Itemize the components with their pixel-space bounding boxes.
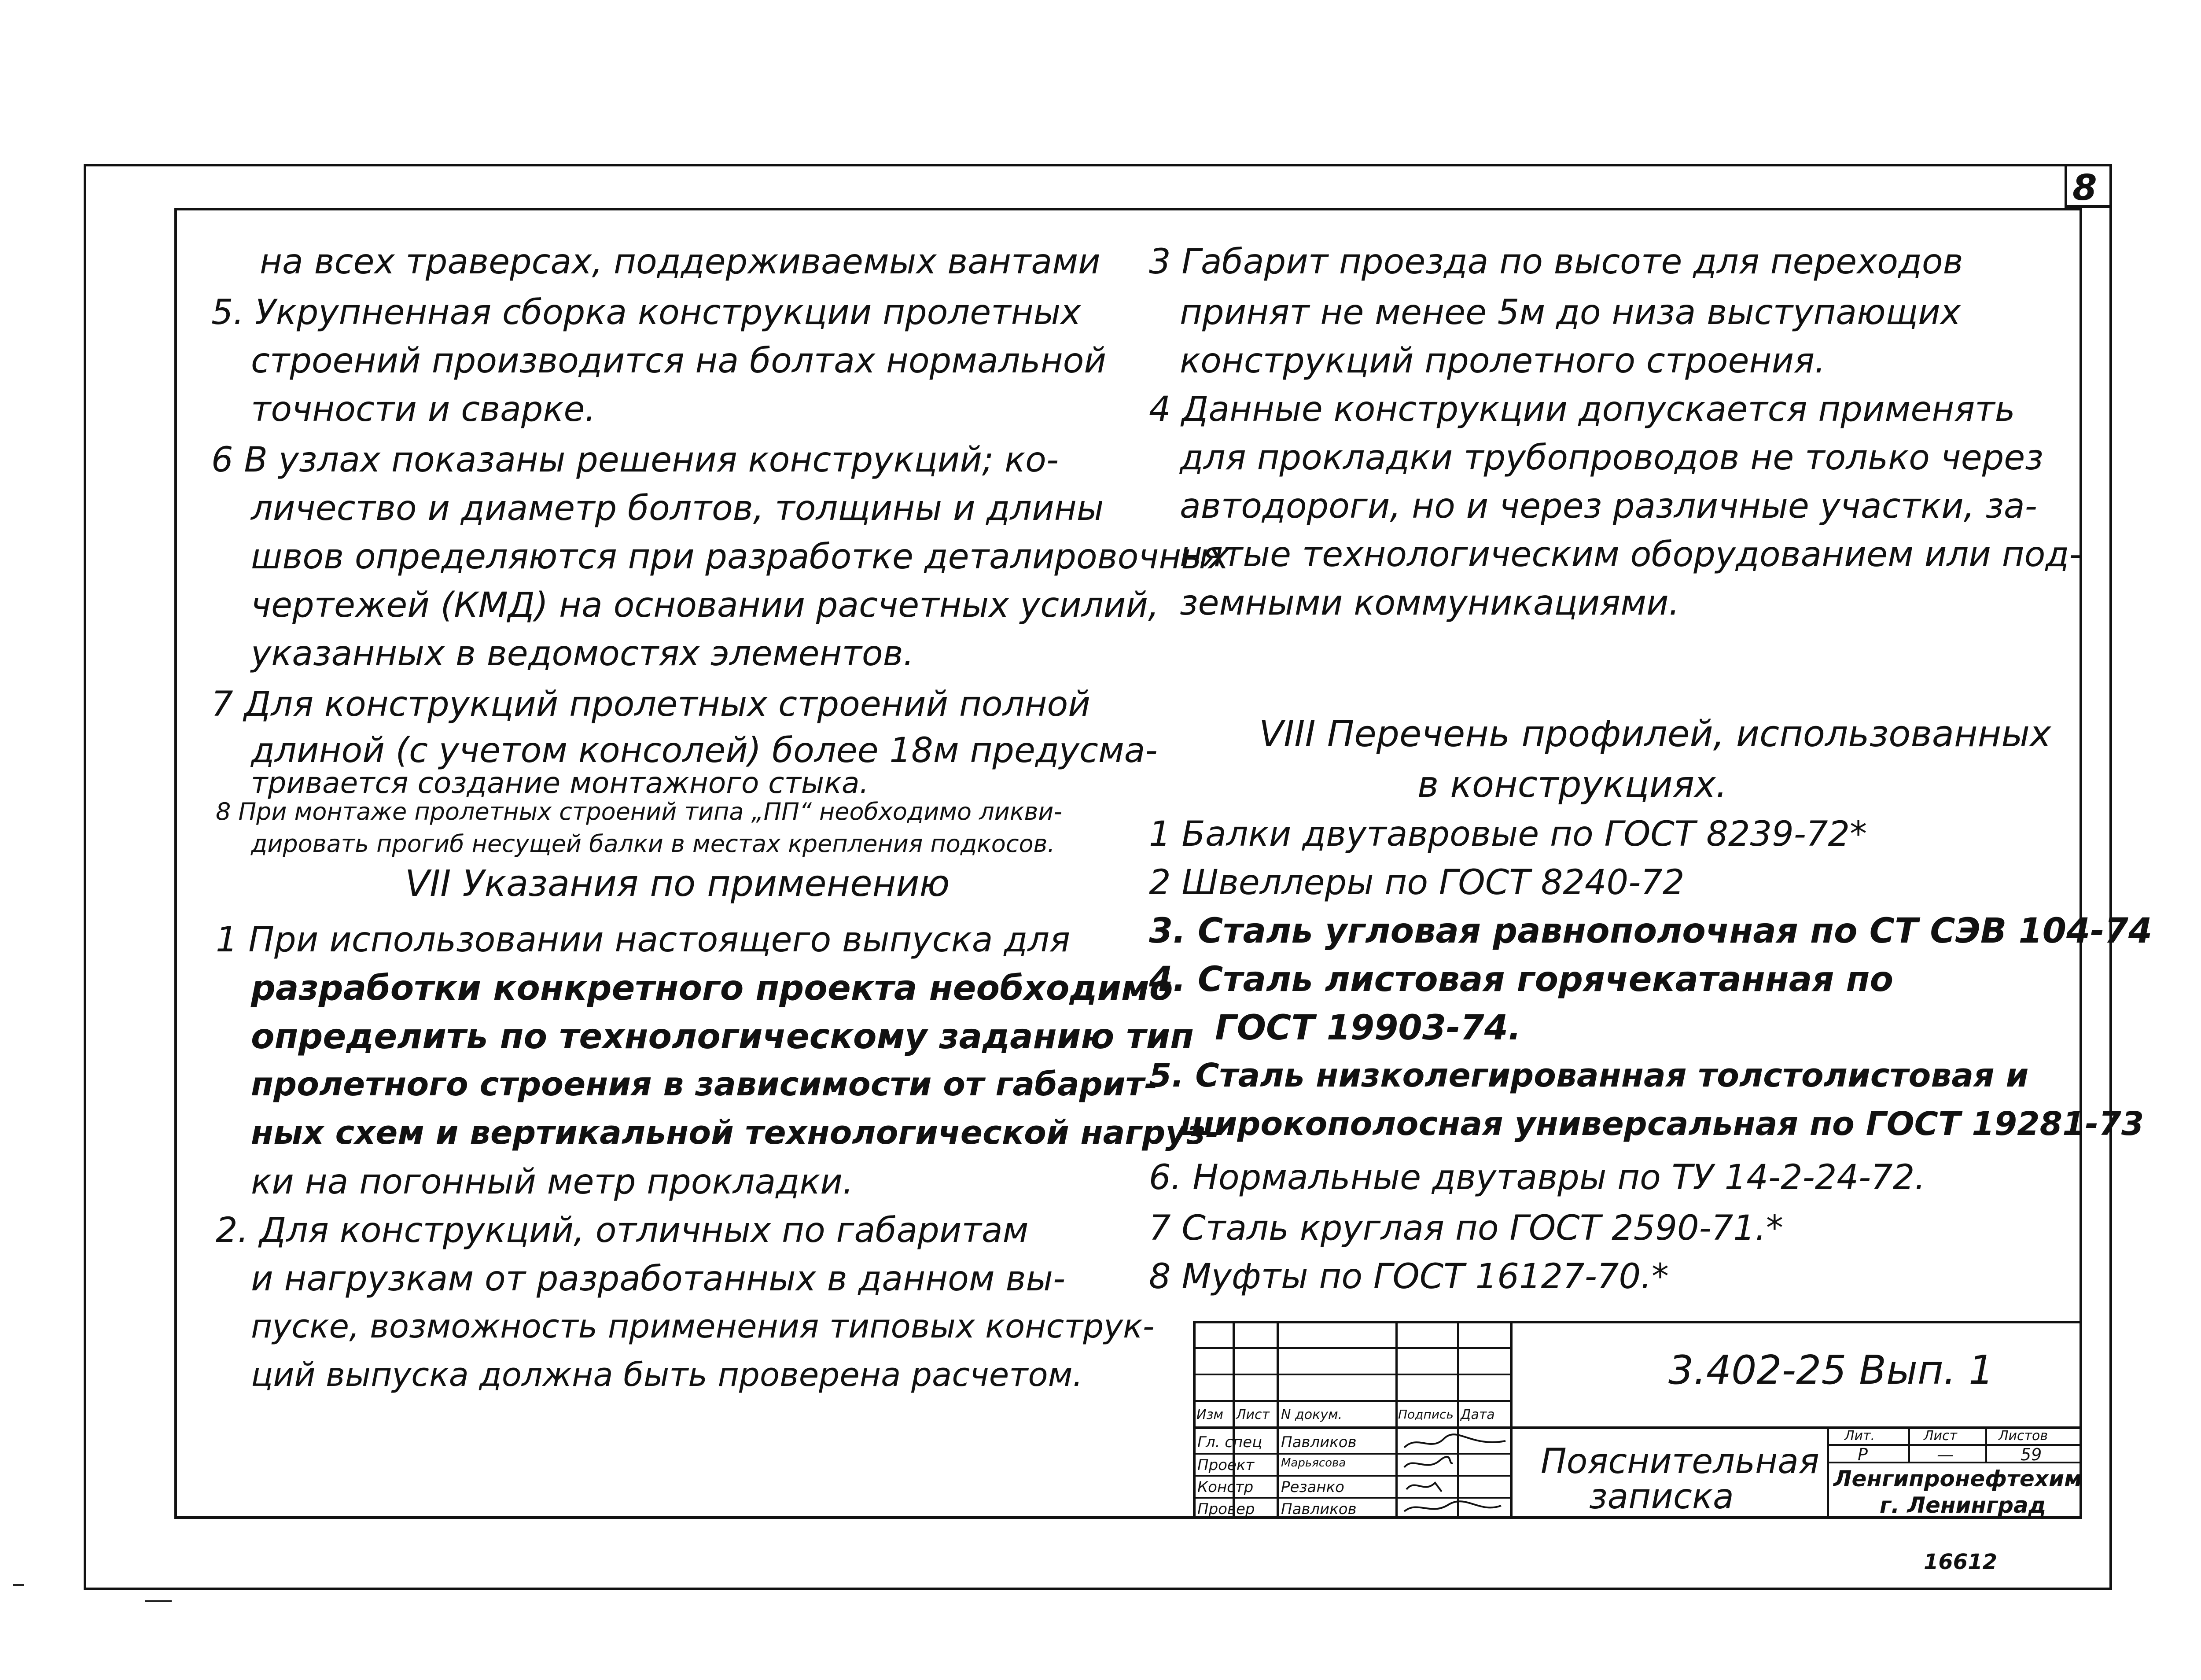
text-line: ных схем и вертикальной технологической нагруз-: [251, 1114, 1219, 1152]
text-line: указанных в ведомостях элементов.: [251, 634, 914, 674]
text-line: строений производится на болтах нормальной: [251, 341, 1107, 381]
text-line: точности и сварке.: [251, 390, 596, 429]
title-block: [1193, 1321, 2082, 1519]
text-line: 2. Для конструкций, отличных по габаритам: [216, 1211, 1029, 1250]
tb-role: Гл. спец: [1197, 1433, 1262, 1451]
scan-mark: [145, 1600, 172, 1602]
text-line: на всех траверсах, поддерживаемых вантами: [260, 242, 1100, 282]
organization: Ленгипронефтехим: [1833, 1466, 2082, 1492]
text-line: 1 При использовании настоящего выпуска для: [216, 920, 1071, 960]
profile-item: 1 Балки двутавровые по ГОСТ 8239-72*: [1149, 814, 1867, 854]
text-line: пролетного строения в зависимости от габарит-: [251, 1065, 1158, 1103]
text-line: принят не менее 5м до низа выступающих: [1180, 293, 1961, 332]
section-8-title: VIII Перечень профилей, использованных: [1259, 713, 2051, 755]
tb-stage-value: 59: [2021, 1445, 2042, 1464]
tb-person: Марьясова: [1281, 1456, 1346, 1470]
doc-title: Пояснительная: [1541, 1442, 1819, 1481]
profile-item: 7 Сталь круглая по ГОСТ 2590-71.*: [1149, 1208, 1783, 1248]
inventory-number: 16612: [1924, 1550, 1997, 1574]
text-line: разработки конкретного проекта необходимо: [251, 969, 1173, 1008]
text-line: ки на погонный метр прокладки.: [251, 1162, 854, 1202]
tb-stage-header: Лит.: [1844, 1428, 1875, 1444]
text-line: длиной (с учетом консолей) более 18м предусма-: [251, 731, 1158, 770]
tb-header: Изм: [1196, 1407, 1224, 1422]
tb-role: Констр: [1197, 1478, 1254, 1496]
tb-person: Павликов: [1281, 1500, 1357, 1518]
text-line: земными коммуникациями.: [1180, 583, 1680, 623]
tb-role: Провер: [1197, 1500, 1255, 1518]
tb-person: Резанко: [1281, 1478, 1344, 1496]
tb-role: Проект: [1197, 1456, 1255, 1474]
section-7-title: VII Указания по применению: [405, 863, 950, 905]
doc-title: записка: [1589, 1477, 1734, 1517]
tb-stage-value: Р: [1858, 1445, 1868, 1464]
profile-item: 2 Швеллеры по ГОСТ 8240-72: [1149, 863, 1685, 903]
text-line: тривается создание монтажного стыка.: [251, 766, 869, 800]
profile-item: 6. Нормальные двутавры по ТУ 14-2-24-72.: [1149, 1158, 1926, 1197]
text-line: чертежей (КМД) на основании расчетных усилий,: [251, 586, 1159, 625]
sheet-number: 8: [2072, 167, 2097, 208]
profile-item: 4. Сталь листовая горячекатанная по: [1149, 960, 1894, 999]
doc-code: 3.402-25 Вып. 1: [1668, 1347, 1994, 1393]
tb-stage-header: Лист: [1924, 1428, 1958, 1444]
scan-mark: [13, 1584, 24, 1586]
text-line: ций выпуска должна быть проверена расчетом.: [251, 1356, 1083, 1394]
text-line: пуске, возможность применения типовых конструк-: [251, 1308, 1155, 1345]
text-line: 5. Укрупненная сборка конструкции пролетных: [211, 293, 1081, 332]
tb-person: Павликов: [1281, 1433, 1357, 1451]
text-line: конструкций пролетного строения.: [1180, 341, 1826, 381]
text-line: и нагрузкам от разработанных в данном вы-: [251, 1259, 1066, 1299]
tb-stage-header: Листов: [1999, 1428, 2048, 1444]
text-line: швов определяются при разработке деталировочных: [251, 537, 1229, 577]
text-line: автодороги, но и через различные участки, за-: [1180, 486, 2037, 526]
profile-item: 3. Сталь угловая равнополочная по СТ СЭВ 104-74: [1149, 911, 2153, 951]
text-line: нятые технологическим оборудованием или под-: [1180, 535, 2082, 575]
text-line: 6 В узлах показаны решения конструкций; ко-: [211, 440, 1059, 480]
profile-item: 8 Муфты по ГОСТ 16127-70.*: [1149, 1257, 1669, 1297]
signatures: [1400, 1430, 1510, 1518]
text-line: личество и диаметр болтов, толщины и длины: [251, 489, 1104, 528]
text-line: определить по технологическому заданию тип: [251, 1017, 1194, 1057]
tb-header: Подпись: [1398, 1407, 1454, 1422]
text-line: 4 Данные конструкции допускается применять: [1149, 390, 2015, 429]
text-line: 8 При монтаже пролетных строений типа „ПП“ необходимо ликви-: [216, 798, 1062, 825]
tb-stage-value: —: [1937, 1445, 1954, 1464]
profile-item: ГОСТ 19903-74.: [1215, 1008, 1521, 1048]
profile-item: 5. Сталь низколегированная толстолистовая и: [1149, 1057, 2029, 1094]
text-line: дировать прогиб несущей балки в местах крепления подкосов.: [251, 830, 1055, 858]
text-line: для прокладки трубопроводов не только через: [1180, 438, 2043, 478]
text-line: 3 Габарит проезда по высоте для переходов: [1149, 242, 1963, 282]
tb-header: N докум.: [1281, 1407, 1343, 1422]
section-8-title: в конструкциях.: [1417, 764, 1727, 806]
profile-item: широкополосная универсальная по ГОСТ 19281-73: [1180, 1105, 2144, 1143]
tb-header: Дата: [1461, 1407, 1495, 1422]
text-line: 7 Для конструкций пролетных строений полной: [211, 685, 1090, 724]
tb-header: Лист: [1236, 1407, 1270, 1422]
organization-city: г. Ленинград: [1880, 1492, 2046, 1518]
